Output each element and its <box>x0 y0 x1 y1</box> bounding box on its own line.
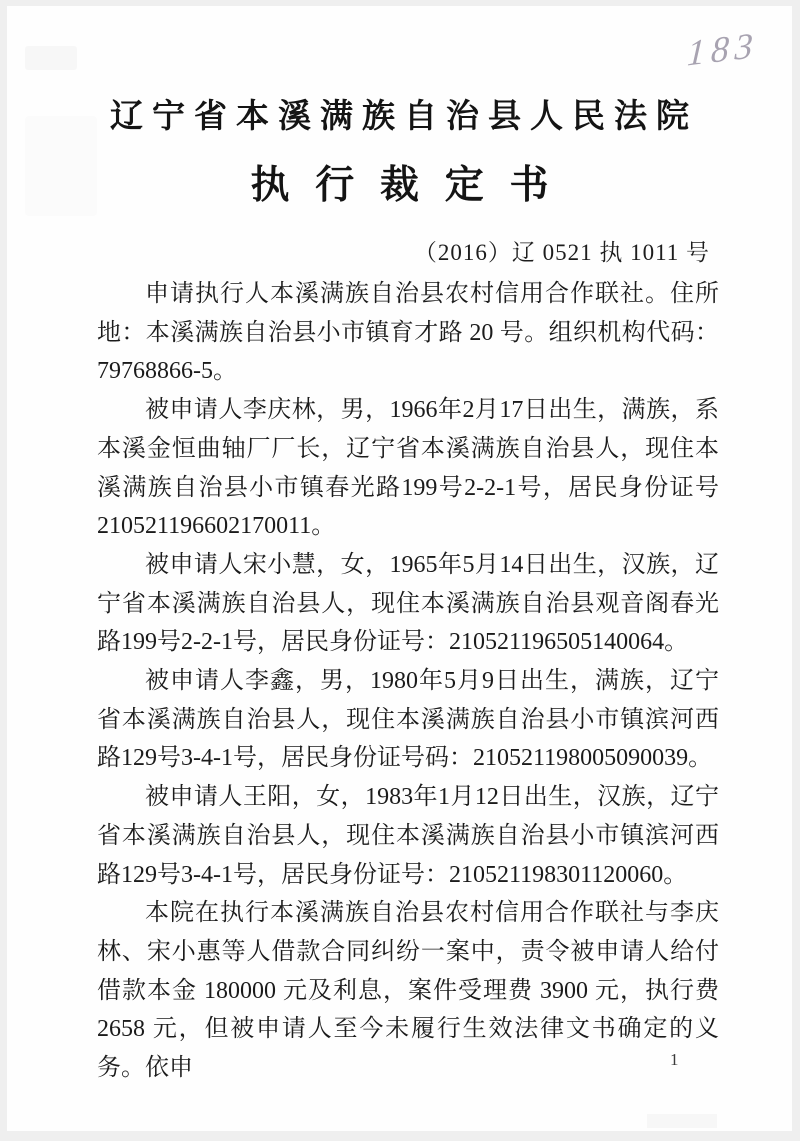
paragraph-respondent-2: 被申请人宋小慧，女，1965年5月14日出生，汉族，辽宁省本溪满族自治县人，现住本溪满族自治县观音阁春光路199号2-2-1号，居民身份证号：210521196505140064。 <box>97 551 719 656</box>
document-title: 执 行 裁 定 书 <box>250 164 557 207</box>
court-name-heading: 辽宁省本溪满族自治县人民法院 <box>110 99 698 135</box>
paragraph-respondent-3: 被申请人李鑫，男，1980年5月9日出生，满族，辽宁省本溪满族自治县人，现住本溪满族自治县小市镇滨河西路129号3-4-1号，居民身份证号码：210521198005090039。 <box>97 668 719 772</box>
scan-artifact <box>25 46 77 70</box>
document-body <box>97 275 719 1088</box>
paragraph-case-summary: 本院在执行本溪满族自治县农村信用合作联社与李庆林、宋小惠等人借款合同纠纷一案中，责令被申请人给付借款本金 180000 元及利息，案件受理费 3900 元，执行费 2658 元，但被申请人至今未履行生效法律文书确定的义务。依申 <box>97 900 719 1082</box>
scan-artifact <box>647 1114 717 1128</box>
case-number: （2016）辽 0521 执 1011 号 <box>413 240 710 265</box>
paragraph-applicant: 申请执行人本溪满族自治县农村信用合作联社。住所地：本溪满族自治县小市镇育才路 20 号。组织机构代码：79768866-5。 <box>97 281 719 385</box>
page-number: 1 <box>670 1050 679 1069</box>
paragraph-respondent-1: 被申请人李庆林，男，1966年2月17日出生，满族，系本溪金恒曲轴厂厂长，辽宁省本溪满族自治县人，现住本溪满族自治县小市镇春光路199号2-2-1号，居民身份证号210521196602170011。 <box>97 397 719 540</box>
handwritten-annotation: 183 <box>686 24 760 74</box>
scanned-document-page <box>7 6 792 1131</box>
paragraph-respondent-4: 被申请人王阳，女，1983年1月12日出生，汉族，辽宁省本溪满族自治县人，现住本溪满族自治县小市镇滨河西路129号3-4-1号，居民身份证号：210521198301120060。 <box>97 784 719 888</box>
